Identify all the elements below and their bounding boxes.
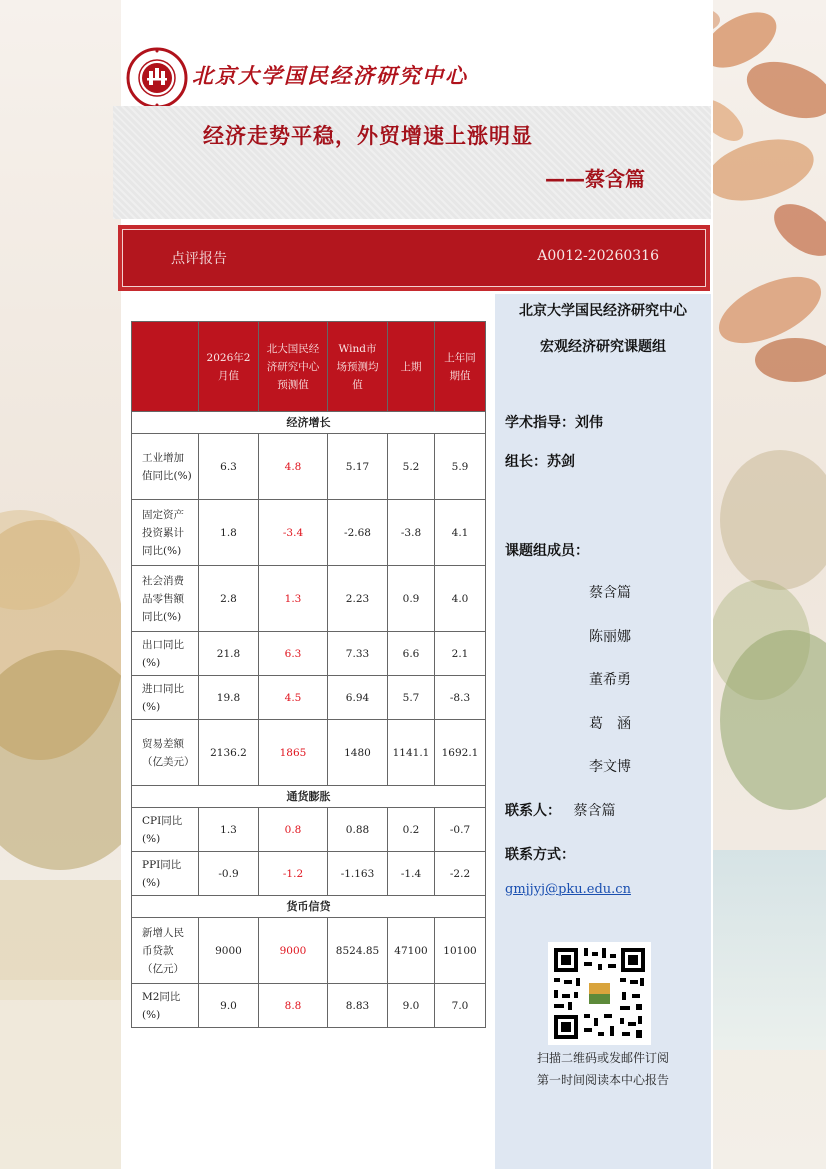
table-header-row [132,322,486,412]
table-cell: 1692.1 [435,720,486,786]
table-forecast-cell: 8.8 [259,984,328,1028]
table-forecast-cell: -3.4 [259,500,328,566]
sidebar-advisor: 学术指导：刘伟 [505,415,603,431]
org-logo-text: 北京大学国民经济研究中心 [192,63,468,88]
table-cell: 0.9 [388,566,435,632]
research-group-sidebar [495,294,711,1169]
table-row-label: 出口同比(%) [132,632,199,676]
table-cell: 2.8 [199,566,259,632]
pku-seal-logo [126,47,188,109]
table-section-row [132,786,486,808]
table-forecast-cell: 4.8 [259,434,328,500]
table-row-label: 社会消费品零售额同比(%) [132,566,199,632]
table-cell: -2.2 [435,852,486,896]
table-row-label: 固定资产投资累计同比(%) [132,500,199,566]
table-header-cell: Wind市场预测均值 [328,322,388,412]
table-cell: 5.2 [388,434,435,500]
table-cell: 10100 [435,918,486,984]
table-row-label: 新增人民币贷款（亿元） [132,918,199,984]
table-cell: 1141.1 [388,720,435,786]
table-cell: 7.0 [435,984,486,1028]
table-row [132,852,486,896]
table-cell: 19.8 [199,676,259,720]
table-cell: 5.17 [328,434,388,500]
table-cell: 8524.85 [328,918,388,984]
sidebar-member: 陈丽娜 [589,629,631,645]
table-forecast-cell: 1865 [259,720,328,786]
macro-indicator-table [131,321,486,1028]
qr-caption-line1: 扫描二维码或发邮件订阅 [536,1051,669,1065]
table-header-cell: 上年同期值 [435,322,486,412]
email-address[interactable]: gmjjyj@pku.edu.cn [505,882,631,897]
table-cell: 0.2 [388,808,435,852]
table-forecast-cell: 1.3 [259,566,328,632]
table-row [132,500,486,566]
sidebar-contact-label: 联系人： [505,803,561,819]
table-cell: 1.3 [199,808,259,852]
table-header-cell: 上期 [388,322,435,412]
table-cell: 4.0 [435,566,486,632]
qr-caption-line2: 第一时间阅读本中心报告 [536,1073,669,1087]
table-cell: 2.1 [435,632,486,676]
table-forecast-cell: 6.3 [259,632,328,676]
table-row [132,808,486,852]
table-row-label: 工业增加值同比(%) [132,434,199,500]
sidebar-leader: 组长：苏剑 [505,454,575,470]
table-row-label: PPI同比(%) [132,852,199,896]
table-row [132,676,486,720]
table-cell: -0.9 [199,852,259,896]
sidebar-member: 董希勇 [589,672,631,688]
table-cell: 6.6 [388,632,435,676]
table-cell: 6.94 [328,676,388,720]
sidebar-member: 葛 涵 [589,716,631,732]
table-cell: 47100 [388,918,435,984]
table-section-row [132,412,486,434]
table-row [132,720,486,786]
table-row-label: M2同比(%) [132,984,199,1028]
table-cell: -1.4 [388,852,435,896]
sidebar-contact [505,800,615,820]
table-cell: -8.3 [435,676,486,720]
table-cell: 9.0 [199,984,259,1028]
sidebar-member: 李文博 [589,759,631,775]
table-forecast-cell: 4.5 [259,676,328,720]
table-cell: 8.83 [328,984,388,1028]
table-cell: 1480 [328,720,388,786]
report-id: A0012-20260316 [537,248,659,264]
sidebar-members-label: 课题组成员： [505,543,589,559]
table-cell: 7.33 [328,632,388,676]
table-section-title: 通货膨胀 [132,786,486,808]
report-type-label: 点评报告 [171,251,227,267]
table-cell: -0.7 [435,808,486,852]
table-cell: -2.68 [328,500,388,566]
sidebar-org-name: 北京大学国民经济研究中心 [519,303,687,319]
table-cell: -1.163 [328,852,388,896]
table-cell: 5.7 [388,676,435,720]
table-section-title: 经济增长 [132,412,486,434]
table-cell: -3.8 [388,500,435,566]
table-forecast-cell: -1.2 [259,852,328,896]
table-cell: 1.8 [199,500,259,566]
table-cell: 5.9 [435,434,486,500]
table-row [132,632,486,676]
table-section-title: 货币信贷 [132,896,486,918]
table-cell: 2136.2 [199,720,259,786]
table-row-label: 进口同比(%) [132,676,199,720]
report-type-bar-frame [122,229,706,287]
table-cell: 0.88 [328,808,388,852]
table-row [132,434,486,500]
report-title: 经济走势平稳，外贸增速上涨明显 [203,124,533,148]
sidebar-contact-method-label: 联系方式： [505,847,575,863]
table-cell: 9.0 [388,984,435,1028]
table-cell: 4.1 [435,500,486,566]
table-cell: 9000 [199,918,259,984]
table-header-cell [132,322,199,412]
sidebar-contact-name: 蔡含篇 [573,803,616,819]
email-link[interactable] [505,881,631,897]
table-forecast-cell: 0.8 [259,808,328,852]
table-section-row [132,896,486,918]
table-cell: 21.8 [199,632,259,676]
table-header-cell: 北大国民经济研究中心预测值 [259,322,328,412]
table-header-cell: 2026年2月值 [199,322,259,412]
table-forecast-cell: 9000 [259,918,328,984]
table-row [132,566,486,632]
table-row [132,984,486,1028]
table-row-label: CPI同比(%) [132,808,199,852]
sidebar-member: 蔡含篇 [589,585,631,601]
table-row [132,918,486,984]
sidebar-group-name: 宏观经济研究课题组 [540,339,666,355]
report-type-bar [118,225,710,291]
table-cell: 6.3 [199,434,259,500]
qr-code-icon[interactable] [548,942,651,1045]
table-cell: 2.23 [328,566,388,632]
report-author: ——蔡含篇 [545,167,645,191]
table-row-label: 贸易差额（亿美元） [132,720,199,786]
